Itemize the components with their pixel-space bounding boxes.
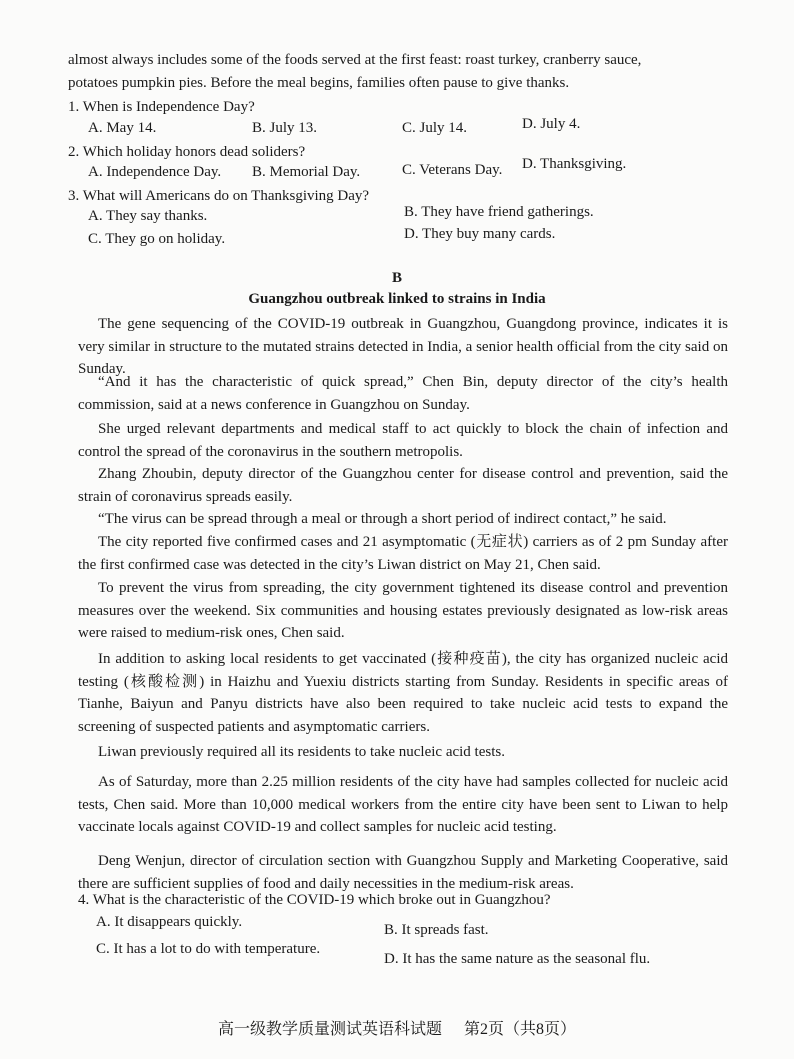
question-2-option-b: B. Memorial Day. <box>252 164 361 180</box>
footer-page-number: 第2页（共8页） <box>464 1021 577 1038</box>
question-3-stem: 3. What will Americans do on Thanksgiving Day? <box>68 188 370 204</box>
article-paragraph-6: The city reported five confirmed cases and 21 asymptomatic (无症状) carriers as of 2 pm Sunday after the first confirmed case was detected in the city’s Liwan district on May 21, Chen said. <box>78 534 728 573</box>
question-1-option-d: D. July 4. <box>522 116 581 132</box>
question-3-option-a: A. They say thanks. <box>88 208 208 224</box>
question-1-option-a: A. May 14. <box>88 120 157 136</box>
question-4-stem: 4. What is the characteristic of the COVID-19 which broke out in Guangzhou? <box>78 892 551 908</box>
question-2-stem: 2. Which holiday honors dead soliders? <box>68 144 306 160</box>
section-letter: B <box>391 270 402 286</box>
question-1-option-c: C. July 14. <box>402 120 468 136</box>
question-4-option-a: A. It disappears quickly. <box>96 914 243 930</box>
continuation-line-2: potatoes pumpkin pies. Before the meal begins, families often pause to give thanks. <box>68 75 570 91</box>
question-4-option-d: D. It has the same nature as the seasonal flu. <box>384 951 651 967</box>
footer-exam-title: 高一级教学质量测试英语科试题 <box>217 1021 442 1038</box>
continuation-line-1: almost always includes some of the foods served at the first feast: roast turkey, cranberry sauce, <box>68 52 642 68</box>
page-footer <box>0 1016 794 1039</box>
question-3-option-b: B. They have friend gatherings. <box>404 204 594 220</box>
article-paragraph-10: As of Saturday, more than 2.25 million residents of the city have had samples collected for nucleic acid tests, Chen said. More than 10,000 medical workers from the entire city have been sent to Liwan to help vaccinate locals against COVID-19 and collect samples for nucleic acid testing. <box>78 774 728 836</box>
question-2-option-d: D. Thanksgiving. <box>522 156 627 172</box>
article-title: Guangzhou outbreak linked to strains in India <box>248 291 546 307</box>
article-paragraph-2: “And it has the characteristic of quick spread,” Chen Bin, deputy director of the city’s health commission, said at a news conference in Guangzhou on Sunday. <box>78 374 728 413</box>
question-3-option-d: D. They buy many cards. <box>404 226 556 242</box>
article-paragraph-4: Zhang Zhoubin, deputy director of the Guangzhou center for disease control and prevention, said the strain of coronavirus spreads easily. <box>78 466 728 505</box>
article-paragraph-5: “The virus can be spread through a meal or through a short period of indirect contact,” he said. <box>98 511 667 527</box>
question-4-option-c: C. It has a lot to do with temperature. <box>96 941 321 957</box>
question-1-stem: 1. When is Independence Day? <box>68 99 255 115</box>
article-paragraph-1: The gene sequencing of the COVID-19 outbreak in Guangzhou, Guangdong province, indicates it is very similar in structure to the mutated strains detected in India, a senior health official from the city said on Sunday. <box>78 316 728 378</box>
article-paragraph-9: Liwan previously required all its residents to take nucleic acid tests. <box>98 744 505 760</box>
question-4-option-b: B. It spreads fast. <box>384 922 489 938</box>
article-paragraph-11: Deng Wenjun, director of circulation section with Guangzhou Supply and Marketing Cooperative, said there are sufficient supplies of food and daily necessities in the medium-risk areas. <box>78 853 728 892</box>
article-paragraph-7: To prevent the virus from spreading, the city government tightened its disease control and prevention measures over the weekend. Six communities and housing estates previously designated as low-risk areas were raised to medium-risk ones, Chen said. <box>78 580 728 642</box>
question-2-option-c: C. Veterans Day. <box>402 162 503 178</box>
article-paragraph-3: She urged relevant departments and medical staff to act quickly to block the chain of infection and control the spread of the coronavirus in the southern metropolis. <box>78 421 728 460</box>
article-paragraph-8: In addition to asking local residents to get vaccinated (接种疫苗), the city has organized nucleic acid testing (核酸检测) in Haizhu and Yuexiu districts starting from Sunday. Residents in specific areas of Tianhe, Baiyun and Panyu districts have also been required to take nucleic acid tests to expand the screening of suspected patients and asymptomatic carriers. <box>78 651 728 735</box>
question-2-option-a: A. Independence Day. <box>88 164 222 180</box>
question-1-option-b: B. July 13. <box>252 120 318 136</box>
question-3-option-c: C. They go on holiday. <box>88 231 226 247</box>
